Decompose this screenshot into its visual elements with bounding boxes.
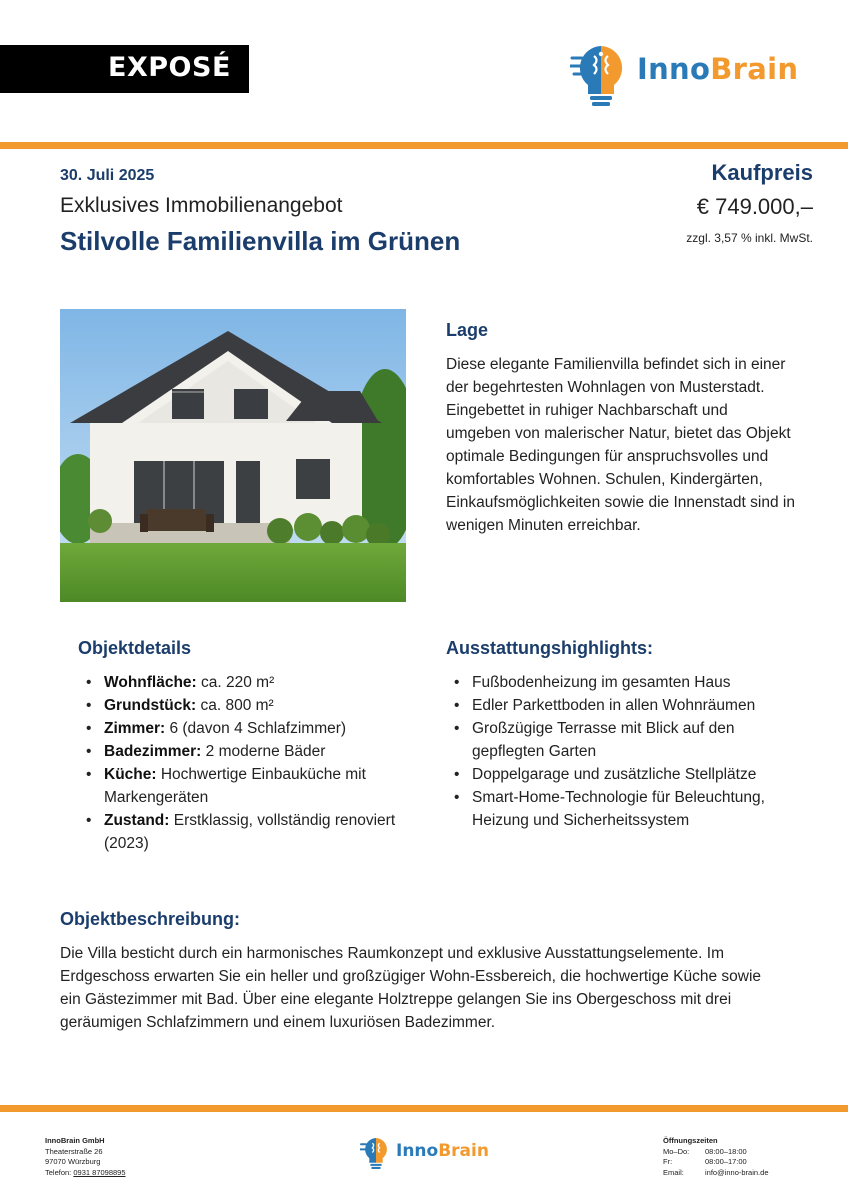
listing-title: Stilvolle Familienvilla im Grünen bbox=[60, 226, 461, 256]
lightbulb-brain-logo-icon bbox=[570, 42, 632, 108]
list-item: • Grundstück: ca. 800 m² bbox=[78, 694, 408, 717]
highlights-list bbox=[446, 671, 806, 832]
listing-subtitle: Exklusives Immobilienangebot bbox=[60, 194, 343, 217]
price-label: Kaufpreis bbox=[711, 160, 813, 185]
highlights-heading: Ausstattungshighlights: bbox=[446, 638, 653, 658]
footer-address bbox=[45, 1136, 126, 1178]
list-item: • Edler Parkettboden in allen Wohnräumen bbox=[446, 694, 806, 717]
property-photo bbox=[60, 309, 406, 602]
description-heading: Objektbeschreibung: bbox=[60, 909, 241, 929]
hours-row: Fr: 08:00–17:00 bbox=[663, 1157, 747, 1166]
expose-badge: EXPOSÉ bbox=[108, 52, 231, 83]
footer-phone: Telefon: 0931 87098895 bbox=[45, 1167, 126, 1177]
list-item: • Zimmer: 6 (davon 4 Schlafzimmer) bbox=[78, 717, 408, 740]
list-item: • Wohnfläche: ca. 220 m² bbox=[78, 671, 408, 694]
footer-logo-wordmark: InnoBrain bbox=[396, 1141, 489, 1161]
footer-company: InnoBrain GmbH bbox=[45, 1136, 105, 1145]
list-item: • Badezimmer: 2 moderne Bäder bbox=[78, 740, 408, 763]
price-value: € 749.000,– bbox=[696, 194, 813, 219]
details-heading: Objektdetails bbox=[78, 638, 192, 658]
lage-heading: Lage bbox=[446, 320, 489, 340]
details-list bbox=[78, 671, 408, 855]
description-text: Die Villa besticht durch ein harmonisches Raumkonzept und exklusive Ausstattungselemente. Im Erdgeschoss erwarten Sie ein heller und großzügiger Wohn-Essbereich, die hochwertige Küche sowie ein Gästezimmer mit Bad. Über eine elegante Holztreppe gelangen Sie ins Obergeschoss mit drei geräumigen Schlafzimmern und einem luxuriösen Badezimmer. bbox=[60, 945, 762, 1031]
hours-row: Mo–Do: 08:00–18:00 bbox=[663, 1146, 747, 1156]
lage-text: Diese elegante Familienvilla befindet sich in einer der begehrtesten Wohnlagen von Musterstadt. Eingebettet in ruhiger Nachbarschaft und umgeben von malerischer Natur, bietet das Objekt optimale Bedingungen für anspruchsvolles und komfortables Wohnen. Schulen, Kindergärten, Einkaufsmöglichkeiten sowie die Innenstadt sind in wenigen Minuten erreichbar. bbox=[446, 356, 795, 534]
price-note: zzgl. 3,57 % inkl. MwSt. bbox=[686, 231, 813, 245]
lightbulb-brain-logo-icon bbox=[360, 1135, 392, 1171]
email-row[interactable]: Email: info@inno-brain.de bbox=[663, 1167, 769, 1177]
footer-divider bbox=[0, 1105, 848, 1112]
list-item: • Zustand: Erstklassig, vollständig renoviert (2023) bbox=[78, 809, 408, 855]
footer-hours bbox=[663, 1136, 769, 1178]
hours-title: Öffnungszeiten bbox=[663, 1136, 718, 1145]
list-item: • Küche: Hochwertige Einbauküche mit Markengeräten bbox=[78, 763, 408, 809]
footer-logo bbox=[360, 1135, 500, 1175]
list-item: • Doppelgarage und zusätzliche Stellplätze bbox=[446, 763, 806, 786]
footer-city: 97070 Würzburg bbox=[45, 1157, 101, 1166]
header-divider bbox=[0, 142, 848, 149]
list-item: • Smart-Home-Technologie für Beleuchtung, Heizung und Sicherheitssystem bbox=[446, 786, 806, 832]
logo-wordmark: InnoBrain bbox=[637, 52, 799, 86]
list-item: • Großzügige Terrasse mit Blick auf den gepflegten Garten bbox=[446, 717, 806, 763]
company-logo bbox=[570, 40, 810, 110]
listing-date: 30. Juli 2025 bbox=[60, 167, 155, 184]
footer-street: Theaterstraße 26 bbox=[45, 1146, 103, 1156]
list-item: • Fußbodenheizung im gesamten Haus bbox=[446, 671, 806, 694]
phone-link[interactable]: 0931 87098895 bbox=[73, 1167, 126, 1177]
